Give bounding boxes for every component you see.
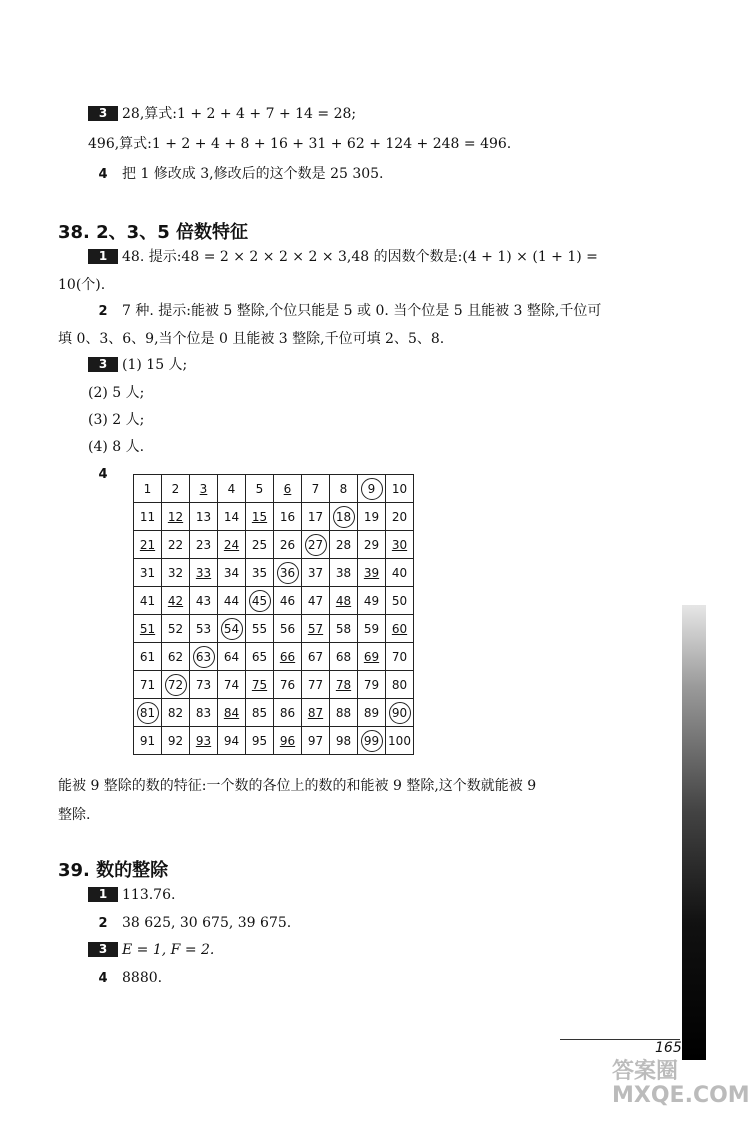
grid-cell <box>246 727 274 755</box>
answer-text: 28,算式:1 + 2 + 4 + 7 + 14 = 28; <box>122 106 357 122</box>
underlined-number: 96 <box>279 733 296 748</box>
grid-number: 91 <box>139 733 156 748</box>
grid-cell <box>386 727 414 755</box>
grid-number: 59 <box>363 621 380 636</box>
circled-number: 18 <box>333 506 355 528</box>
watermark-logo: 答案圈 MXQE.COM <box>612 1059 750 1108</box>
section-39-title: 39. 数的整除 <box>58 860 169 881</box>
grid-cell <box>302 475 330 503</box>
underlined-number: 51 <box>139 621 156 636</box>
question-number: 4 <box>98 971 108 986</box>
grid-number: 8 <box>339 481 348 496</box>
grid-number: 5 <box>255 481 264 496</box>
circled-number: 36 <box>277 562 299 584</box>
grid-cell <box>134 671 162 699</box>
answer-text: 48. 提示:48 = 2 × 2 × 2 × 2 × 3,48 的因数个数是:(4 + 1) × (1 + 1) = <box>122 249 598 265</box>
circled-number: 54 <box>221 618 243 640</box>
grid-cell <box>246 587 274 615</box>
grid-number: 13 <box>195 509 212 524</box>
grid-number: 73 <box>195 677 212 692</box>
circled-number: 45 <box>249 590 271 612</box>
answer-text: (1) 15 人; <box>122 357 188 373</box>
grid-number: 86 <box>279 705 296 720</box>
question-number-badge: 3 <box>88 357 118 372</box>
grid-cell <box>330 475 358 503</box>
underlined-number: 3 <box>199 481 208 496</box>
grid-cell <box>134 559 162 587</box>
grid-cell <box>134 699 162 727</box>
grid-number: 17 <box>307 509 324 524</box>
grid-number: 76 <box>279 677 296 692</box>
underlined-number: 39 <box>363 565 380 580</box>
grid-row <box>134 727 414 755</box>
answer-text: 7 种. 提示:能被 5 整除,个位只能是 5 或 0. 当个位是 5 且能被 3 整除,千位可 <box>122 303 602 319</box>
grid-number: 20 <box>391 509 408 524</box>
grid-number: 68 <box>335 649 352 664</box>
answer-37-3-line1 <box>88 104 356 124</box>
grid-cell <box>274 531 302 559</box>
answer-37-4 <box>88 164 384 185</box>
circled-number: 27 <box>305 534 327 556</box>
grid-cell <box>302 559 330 587</box>
grid-cell <box>218 615 246 643</box>
answer-text: 8880. <box>122 970 163 986</box>
grid-number: 28 <box>335 537 352 552</box>
grid-number: 4 <box>227 481 236 496</box>
grid-number: 79 <box>363 677 380 692</box>
circled-number: 9 <box>361 478 383 500</box>
circled-number: 81 <box>137 702 159 724</box>
grid-number: 62 <box>167 649 184 664</box>
grid-number: 47 <box>307 593 324 608</box>
grid-cell <box>162 615 190 643</box>
grid-number: 82 <box>167 705 184 720</box>
underlined-number: 60 <box>391 621 408 636</box>
underlined-number: 30 <box>391 537 408 552</box>
underlined-number: 87 <box>307 705 324 720</box>
grid-cell <box>246 643 274 671</box>
grid-cell <box>190 615 218 643</box>
grid-number: 19 <box>363 509 380 524</box>
grid-cell <box>162 699 190 727</box>
grid-cell <box>246 503 274 531</box>
grid-cell <box>302 727 330 755</box>
conclusion-line1: 能被 9 整除的数的特征:一个数的各位上的数的和能被 9 整除,这个数就能被 9 <box>58 778 537 794</box>
grid-number: 49 <box>363 593 380 608</box>
grid-cell <box>358 559 386 587</box>
grid-number: 58 <box>335 621 352 636</box>
grid-cell <box>330 559 358 587</box>
underlined-number: 6 <box>283 481 292 496</box>
grid-number: 7 <box>311 481 320 496</box>
grid-cell <box>358 615 386 643</box>
grid-cell <box>330 615 358 643</box>
grid-number: 97 <box>307 733 324 748</box>
grid-cell <box>162 503 190 531</box>
question-number: 4 <box>98 467 108 482</box>
grid-cell <box>302 531 330 559</box>
section-38-title: 38. 2、3、5 倍数特征 <box>58 222 248 243</box>
grid-cell <box>190 531 218 559</box>
grid-cell <box>134 643 162 671</box>
grid-cell <box>218 699 246 727</box>
grid-cell <box>134 587 162 615</box>
grid-cell <box>162 643 190 671</box>
grid-row <box>134 671 414 699</box>
grid-cell <box>358 475 386 503</box>
grid-number: 37 <box>307 565 324 580</box>
grid-number: 16 <box>279 509 296 524</box>
underlined-number: 24 <box>223 537 240 552</box>
grid-cell <box>246 475 274 503</box>
grid-cell <box>386 587 414 615</box>
grid-cell <box>190 643 218 671</box>
answer-38-1-line2: 10(个). <box>58 277 106 293</box>
circled-number: 63 <box>193 646 215 668</box>
grid-row <box>134 699 414 727</box>
grid-cell <box>162 531 190 559</box>
grid-number: 100 <box>388 733 411 748</box>
grid-cell <box>358 699 386 727</box>
grid-number: 98 <box>335 733 352 748</box>
grid-cell <box>134 615 162 643</box>
grid-cell <box>386 559 414 587</box>
grid-cell <box>330 699 358 727</box>
grid-cell <box>190 559 218 587</box>
underlined-number: 48 <box>335 593 352 608</box>
answer-text: 把 1 修改成 3,修改后的这个数是 25 305. <box>122 166 384 182</box>
answer-37-3-line2: 496,算式:1 + 2 + 4 + 8 + 16 + 31 + 62 + 124 + 248 = 496. <box>88 136 512 152</box>
grid-number: 95 <box>251 733 268 748</box>
grid-number: 35 <box>251 565 268 580</box>
underlined-number: 33 <box>195 565 212 580</box>
grid-row <box>134 475 414 503</box>
grid-cell <box>358 503 386 531</box>
grid-cell <box>162 727 190 755</box>
grid-cell <box>274 587 302 615</box>
grid-number: 56 <box>279 621 296 636</box>
grid-cell <box>190 699 218 727</box>
grid-cell <box>386 531 414 559</box>
answer-39-1 <box>88 885 175 905</box>
grid-cell <box>274 503 302 531</box>
grid-cell <box>386 643 414 671</box>
grid-number: 44 <box>223 593 240 608</box>
underlined-number: 78 <box>335 677 352 692</box>
answer-39-3 <box>88 940 214 960</box>
grid-number: 70 <box>391 649 408 664</box>
grid-number: 64 <box>223 649 240 664</box>
grid-number: 53 <box>195 621 212 636</box>
grid-cell <box>218 727 246 755</box>
grid-cell <box>358 671 386 699</box>
question-number-badge: 1 <box>88 887 118 902</box>
grid-cell <box>386 671 414 699</box>
underlined-number: 66 <box>279 649 296 664</box>
page-number: 165 <box>655 1040 682 1056</box>
grid-cell <box>190 671 218 699</box>
answer-38-3-line2: (2) 5 人; <box>88 385 145 401</box>
circled-number: 99 <box>361 730 383 752</box>
grid-cell <box>162 475 190 503</box>
grid-cell <box>134 531 162 559</box>
answer-39-2 <box>88 913 291 934</box>
grid-number: 85 <box>251 705 268 720</box>
grid-cell <box>190 503 218 531</box>
answer-text: 38 625, 30 675, 39 675. <box>122 915 292 931</box>
underlined-number: 75 <box>251 677 268 692</box>
grid-cell <box>218 559 246 587</box>
question-number: 4 <box>98 167 108 182</box>
grid-number: 22 <box>167 537 184 552</box>
answer-text: E = 1, F = 2. <box>122 942 215 958</box>
grid-cell <box>386 475 414 503</box>
underlined-number: 57 <box>307 621 324 636</box>
grid-cell <box>302 587 330 615</box>
grid-number: 67 <box>307 649 324 664</box>
underlined-number: 12 <box>167 509 184 524</box>
underlined-number: 15 <box>251 509 268 524</box>
grid-number: 1 <box>143 481 152 496</box>
grid-cell <box>218 503 246 531</box>
grid-cell <box>218 531 246 559</box>
grid-row <box>134 587 414 615</box>
grid-cell <box>330 727 358 755</box>
grid-cell <box>162 559 190 587</box>
grid-number: 94 <box>223 733 240 748</box>
circled-number: 90 <box>389 702 411 724</box>
question-number: 2 <box>98 916 108 931</box>
grid-cell <box>218 587 246 615</box>
grid-cell <box>190 727 218 755</box>
underlined-number: 21 <box>139 537 156 552</box>
grid-cell <box>274 699 302 727</box>
grid-cell <box>134 503 162 531</box>
grid-number: 50 <box>391 593 408 608</box>
grid-cell <box>218 643 246 671</box>
grid-cell <box>162 587 190 615</box>
grid-number: 80 <box>391 677 408 692</box>
grid-row <box>134 503 414 531</box>
grid-row <box>134 643 414 671</box>
grid-cell <box>302 671 330 699</box>
grid-number: 2 <box>171 481 180 496</box>
grid-cell <box>358 643 386 671</box>
grid-cell <box>274 727 302 755</box>
grid-number: 71 <box>139 677 156 692</box>
answer-38-3-line3: (3) 2 人; <box>88 412 145 428</box>
grid-cell <box>302 503 330 531</box>
grid-cell <box>274 559 302 587</box>
grid-cell <box>218 671 246 699</box>
grid-cell <box>386 615 414 643</box>
grid-cell <box>274 671 302 699</box>
grid-number: 65 <box>251 649 268 664</box>
grid-number: 88 <box>335 705 352 720</box>
grid-number: 43 <box>195 593 212 608</box>
answer-39-4 <box>88 968 162 989</box>
grid-number: 32 <box>167 565 184 580</box>
answer-38-2-line1 <box>88 301 601 322</box>
grid-number: 83 <box>195 705 212 720</box>
grid-row <box>134 559 414 587</box>
grid-cell <box>358 587 386 615</box>
grid-number: 14 <box>223 509 240 524</box>
grid-number: 25 <box>251 537 268 552</box>
grid-cell <box>274 475 302 503</box>
grid-cell <box>190 475 218 503</box>
grid-cell <box>274 643 302 671</box>
circled-number: 72 <box>165 674 187 696</box>
grid-number: 29 <box>363 537 380 552</box>
grid-number: 26 <box>279 537 296 552</box>
grid-number: 74 <box>223 677 240 692</box>
grid-cell <box>246 559 274 587</box>
grid-number: 52 <box>167 621 184 636</box>
answer-38-1-line1 <box>88 247 598 267</box>
grid-cell <box>190 587 218 615</box>
grid-cell <box>246 671 274 699</box>
grid-number: 46 <box>279 593 296 608</box>
hundred-number-grid <box>133 474 414 755</box>
answer-38-4 <box>88 464 122 485</box>
conclusion-line2: 整除. <box>58 807 91 823</box>
grid-number: 77 <box>307 677 324 692</box>
grid-cell <box>162 671 190 699</box>
grid-number: 11 <box>139 509 156 524</box>
underlined-number: 84 <box>223 705 240 720</box>
grid-number: 10 <box>391 481 408 496</box>
answer-text: 113.76. <box>122 887 176 903</box>
grid-number: 55 <box>251 621 268 636</box>
grid-cell <box>330 671 358 699</box>
grid-cell <box>358 531 386 559</box>
underlined-number: 69 <box>363 649 380 664</box>
grid-cell <box>246 531 274 559</box>
grid-number: 38 <box>335 565 352 580</box>
grid-row <box>134 615 414 643</box>
scanned-page-edge <box>682 605 706 1060</box>
answer-38-2-line2: 填 0、3、6、9,当个位是 0 且能被 3 整除,千位可填 2、5、8. <box>58 331 445 347</box>
grid-number: 31 <box>139 565 156 580</box>
underlined-number: 42 <box>167 593 184 608</box>
grid-cell <box>330 643 358 671</box>
grid-cell <box>246 615 274 643</box>
answer-38-3-line1 <box>88 355 187 375</box>
question-number-badge: 3 <box>88 942 118 957</box>
grid-number: 89 <box>363 705 380 720</box>
grid-cell <box>246 699 274 727</box>
grid-cell <box>302 643 330 671</box>
grid-number: 40 <box>391 565 408 580</box>
question-number: 2 <box>98 304 108 319</box>
underlined-number: 93 <box>195 733 212 748</box>
grid-cell <box>358 727 386 755</box>
answer-38-3-line4: (4) 8 人. <box>88 439 145 455</box>
grid-cell <box>330 503 358 531</box>
grid-number: 34 <box>223 565 240 580</box>
grid-number: 61 <box>139 649 156 664</box>
question-number-badge: 1 <box>88 249 118 264</box>
question-number-badge: 3 <box>88 106 118 121</box>
grid-cell <box>218 475 246 503</box>
grid-row <box>134 531 414 559</box>
grid-cell <box>386 699 414 727</box>
grid-cell <box>330 587 358 615</box>
grid-cell <box>330 531 358 559</box>
grid-cell <box>134 727 162 755</box>
grid-cell <box>302 615 330 643</box>
grid-number: 23 <box>195 537 212 552</box>
grid-cell <box>386 503 414 531</box>
grid-number: 41 <box>139 593 156 608</box>
grid-cell <box>302 699 330 727</box>
grid-cell <box>274 615 302 643</box>
grid-number: 92 <box>167 733 184 748</box>
grid-cell <box>134 475 162 503</box>
